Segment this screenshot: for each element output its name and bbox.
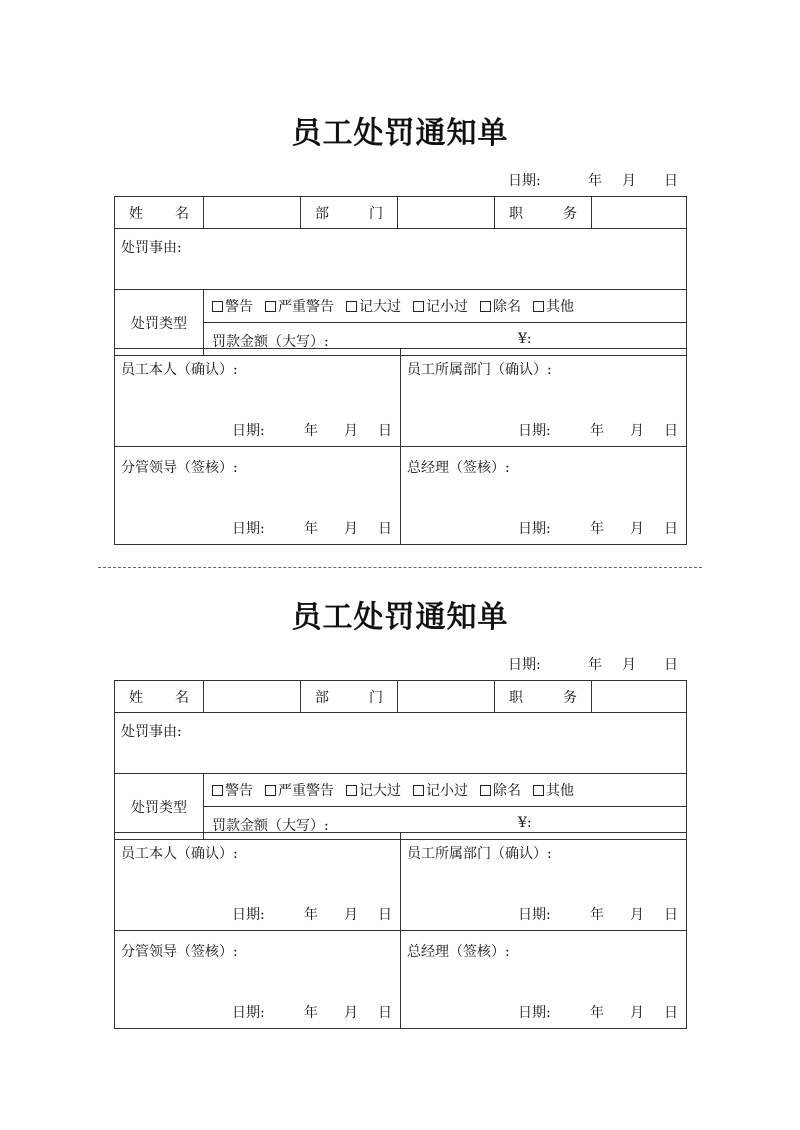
checkbox[interactable] bbox=[413, 301, 424, 312]
option-serious-warning[interactable]: 严重警告 bbox=[265, 296, 334, 316]
info-table bbox=[114, 680, 687, 840]
month-label: 月 bbox=[622, 657, 636, 673]
sign-table bbox=[114, 832, 687, 1029]
reason-field[interactable] bbox=[115, 229, 687, 290]
type-options bbox=[204, 774, 687, 807]
form-title: 员工处罚通知单 bbox=[291, 116, 509, 151]
reason-label: 处罚事由: bbox=[121, 724, 182, 740]
fine-label: 罚款金额（大写）: bbox=[212, 818, 329, 834]
position-label: 职 务 bbox=[495, 681, 592, 713]
employee-sign-cell[interactable] bbox=[115, 833, 401, 931]
leader-sign-cell[interactable] bbox=[115, 447, 401, 545]
option-serious-warning[interactable]: 严重警告 bbox=[265, 780, 334, 800]
reason-label: 处罚事由: bbox=[121, 240, 182, 256]
employee-sign-label: 员工本人（确认）: bbox=[121, 362, 238, 378]
sign-date: 日期: 年 月 日 bbox=[232, 423, 392, 439]
option-warning[interactable]: 警告 bbox=[212, 780, 253, 800]
checkbox[interactable] bbox=[265, 301, 276, 312]
gm-sign-cell[interactable] bbox=[401, 931, 687, 1029]
position-field[interactable] bbox=[592, 681, 687, 713]
option-major-demerit[interactable]: 记大过 bbox=[346, 296, 401, 316]
leader-sign-label: 分管领导（签核）: bbox=[121, 944, 238, 960]
gm-sign-label: 总经理（签核）: bbox=[407, 460, 510, 476]
name-label: 姓 名 bbox=[115, 197, 204, 229]
date-label: 日期: bbox=[508, 173, 541, 189]
header-date bbox=[508, 654, 678, 674]
option-warning[interactable]: 警告 bbox=[212, 296, 253, 316]
employee-sign-cell[interactable] bbox=[115, 349, 401, 447]
gm-sign-label: 总经理（签核）: bbox=[407, 944, 510, 960]
name-field[interactable] bbox=[204, 197, 301, 229]
option-major-demerit[interactable]: 记大过 bbox=[346, 780, 401, 800]
day-label: 日 bbox=[664, 657, 678, 673]
sign-date: 日期: 年 月 日 bbox=[518, 521, 678, 537]
month-label: 月 bbox=[622, 173, 636, 189]
option-dismissal[interactable]: 除名 bbox=[480, 296, 521, 316]
yen-label: ¥: bbox=[518, 331, 532, 347]
sign-date: 日期: 年 月 日 bbox=[518, 1005, 678, 1021]
year-label: 年 bbox=[588, 657, 602, 673]
checkbox[interactable] bbox=[480, 301, 491, 312]
gm-sign-cell[interactable] bbox=[401, 447, 687, 545]
checkbox[interactable] bbox=[265, 785, 276, 796]
dept-label: 部 门 bbox=[301, 681, 398, 713]
day-label: 日 bbox=[664, 173, 678, 189]
name-label: 姓 名 bbox=[115, 681, 204, 713]
checkbox[interactable] bbox=[212, 301, 223, 312]
dept-sign-label: 员工所属部门（确认）: bbox=[407, 362, 552, 378]
sign-date: 日期: 年 月 日 bbox=[232, 521, 392, 537]
dept-sign-label: 员工所属部门（确认）: bbox=[407, 846, 552, 862]
cut-line bbox=[98, 567, 702, 568]
option-minor-demerit[interactable]: 记小过 bbox=[413, 780, 468, 800]
dept-sign-cell[interactable] bbox=[401, 349, 687, 447]
reason-field[interactable] bbox=[115, 713, 687, 774]
leader-sign-label: 分管领导（签核）: bbox=[121, 460, 238, 476]
sign-date: 日期: 年 月 日 bbox=[518, 907, 678, 923]
leader-sign-cell[interactable] bbox=[115, 931, 401, 1029]
dept-field[interactable] bbox=[398, 681, 495, 713]
checkbox[interactable] bbox=[346, 785, 357, 796]
checkbox[interactable] bbox=[533, 785, 544, 796]
yen-label: ¥: bbox=[518, 815, 532, 831]
option-minor-demerit[interactable]: 记小过 bbox=[413, 296, 468, 316]
employee-sign-label: 员工本人（确认）: bbox=[121, 846, 238, 862]
info-table bbox=[114, 196, 687, 356]
position-field[interactable] bbox=[592, 197, 687, 229]
name-field[interactable] bbox=[204, 681, 301, 713]
sign-date: 日期: 年 月 日 bbox=[232, 907, 392, 923]
option-other[interactable]: 其他 bbox=[533, 296, 574, 316]
type-label: 处罚类型 bbox=[115, 774, 204, 840]
option-other[interactable]: 其他 bbox=[533, 780, 574, 800]
option-dismissal[interactable]: 除名 bbox=[480, 780, 521, 800]
sign-date: 日期: 年 月 日 bbox=[518, 423, 678, 439]
sign-date: 日期: 年 月 日 bbox=[232, 1005, 392, 1021]
type-label: 处罚类型 bbox=[115, 290, 204, 356]
sign-table bbox=[114, 348, 687, 545]
type-options bbox=[204, 290, 687, 323]
date-label: 日期: bbox=[508, 657, 541, 673]
checkbox[interactable] bbox=[533, 301, 544, 312]
dept-label: 部 门 bbox=[301, 197, 398, 229]
dept-sign-cell[interactable] bbox=[401, 833, 687, 931]
year-label: 年 bbox=[588, 173, 602, 189]
checkbox[interactable] bbox=[480, 785, 491, 796]
fine-label: 罚款金额（大写）: bbox=[212, 334, 329, 350]
form-title: 员工处罚通知单 bbox=[291, 600, 509, 635]
checkbox[interactable] bbox=[212, 785, 223, 796]
checkbox[interactable] bbox=[346, 301, 357, 312]
header-date bbox=[508, 170, 678, 190]
checkbox[interactable] bbox=[413, 785, 424, 796]
dept-field[interactable] bbox=[398, 197, 495, 229]
position-label: 职 务 bbox=[495, 197, 592, 229]
